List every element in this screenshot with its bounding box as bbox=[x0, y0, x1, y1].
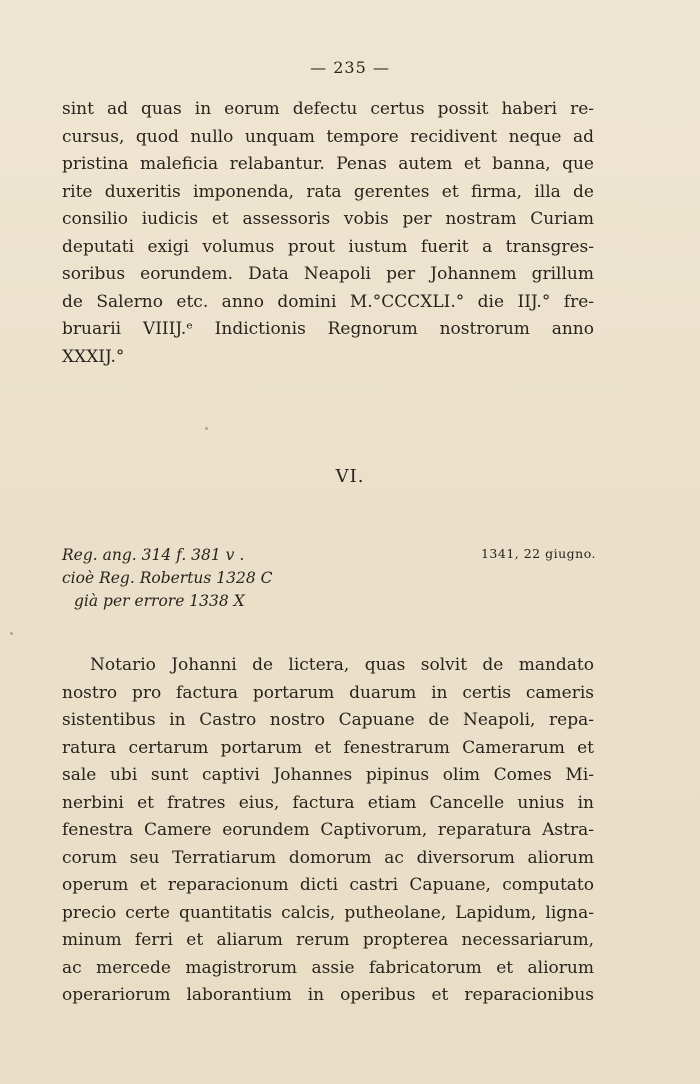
text-line: rite duxeritis imponenda, rata gerentes et firma, illa de bbox=[62, 181, 594, 202]
text-line: bruarii VIIIJ.ᵉ Indictionis Regnorum nostrorum anno bbox=[62, 319, 594, 339]
text-line: de Salerno etc. anno domini M.°CCCXLI.° die IIJ.° fre- bbox=[62, 291, 594, 312]
text-line: consilio iudicis et assessoris vobis per nostram Curiam bbox=[62, 209, 594, 229]
text-line: operum et reparacionum dicti castri Capuane, computato bbox=[62, 875, 594, 895]
paper-speck bbox=[10, 632, 13, 635]
text-line: corum seu Terratiarum domorum ac diversorum aliorum bbox=[62, 847, 594, 868]
document-date: 1341, 22 giugno. bbox=[480, 546, 596, 561]
text-line: pristina maleficia relabantur. Penas autem et banna, que bbox=[62, 154, 594, 174]
text-line: cursus, quod nullo unquam tempore recidivent neque ad bbox=[62, 126, 594, 147]
text-line: operariorum laborantium in operibus et reparacionibus bbox=[62, 985, 594, 1005]
text-line: XXXIJ.° bbox=[62, 346, 125, 367]
reference-line: Reg. ang. 314 f. 381 v . bbox=[62, 546, 245, 564]
document-body bbox=[62, 652, 594, 1010]
text-line: sint ad quas in eorum defectu certus possit haberi re- bbox=[62, 99, 594, 119]
text-line: deputati exigi volumus prout iustum fuerit a transgres- bbox=[62, 236, 594, 257]
text-line: nostro pro factura portarum duarum in certis cameris bbox=[62, 682, 594, 703]
text-line: sale ubi sunt captivi Johannes pipinus olim Comes Mi- bbox=[62, 765, 594, 785]
reference-line: cioè Reg. Robertus 1328 C bbox=[62, 569, 273, 587]
text-line: minum ferri et aliarum rerum propterea necessariarum, bbox=[62, 930, 594, 950]
text-line: precio certe quantitatis calcis, putheolane, Lapidum, ligna- bbox=[62, 902, 594, 923]
text-line: fenestra Camere eorundem Captivorum, reparatura Astra- bbox=[62, 820, 594, 840]
section-heading: VI. bbox=[335, 466, 365, 487]
text-line: soribus eorundem. Data Neapoli per Johannem grillum bbox=[62, 264, 594, 284]
text-line: ac mercede magistrorum assie fabricatorum et aliorum bbox=[62, 957, 594, 978]
archival-reference bbox=[62, 544, 273, 613]
text-line: Notario Johanni de lictera, quas solvit de mandato bbox=[90, 655, 594, 675]
paragraph-continuation bbox=[62, 96, 594, 371]
paper-speck bbox=[205, 427, 208, 430]
text-line: sistentibus in Castro nostro Capuane de Neapoli, repa- bbox=[62, 710, 594, 730]
text-line: ratura certarum portarum et fenestrarum Camerarum et bbox=[62, 737, 594, 758]
page-number: — 235 — bbox=[310, 58, 390, 77]
reference-line: già per errore 1338 X bbox=[74, 592, 245, 610]
text-line: nerbini et fratres eius, factura etiam Cancelle unius in bbox=[62, 792, 594, 813]
